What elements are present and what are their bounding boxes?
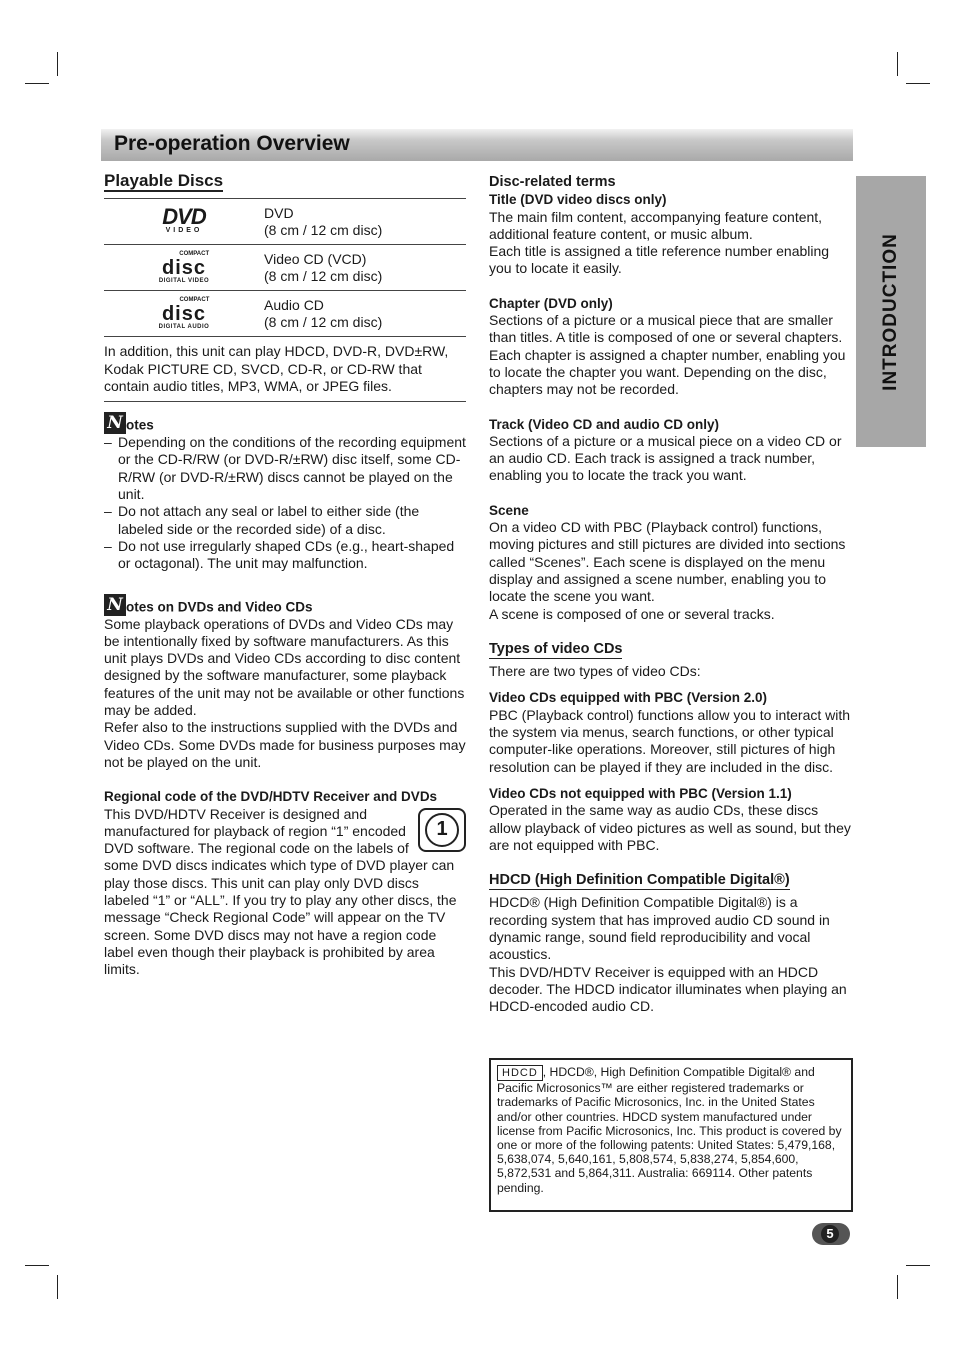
disc-name: Audio CD bbox=[264, 296, 324, 313]
page-number-badge bbox=[812, 1223, 850, 1245]
disc-name: Video CD (VCD) bbox=[264, 250, 367, 267]
paragraph: A scene is composed of one or several tracks. bbox=[489, 605, 775, 622]
disc-table bbox=[104, 198, 466, 337]
paragraph: HDCD® (High Definition Compatible Digital®) is a recording system that has improved audio CD sound in dynamic range, sound field reproducibility and vocal acoustics. bbox=[489, 894, 830, 963]
term-heading: Scene bbox=[489, 502, 529, 518]
term-heading: Chapter (DVD only) bbox=[489, 295, 613, 311]
page-title-bar bbox=[101, 129, 853, 161]
paragraph: Refer also to the instructions supplied with the DVDs and Video CDs. Some DVDs made for business purposes may not be played on the unit. bbox=[104, 719, 466, 770]
list-item: – Do not use irregularly shaped CDs (e.g., heart-shaped or octagonal). The unit may malfunction. bbox=[104, 538, 466, 573]
page-title: Pre-operation Overview bbox=[114, 132, 350, 155]
video-cd-types-heading: Types of video CDs bbox=[489, 641, 622, 659]
paragraph: The main film content, accompanying feature content, additional feature content, or music album. bbox=[489, 208, 823, 242]
section-tab bbox=[856, 176, 926, 447]
paragraph: Each title is assigned a title reference number enabling you to locate it easily. bbox=[489, 243, 830, 277]
list-item: – Depending on the conditions of the recording equipment or the CD-R/RW (or DVD-R/±RW) disc itself, some CD-R/RW (or DVD-R/±RW) discs cannot be played on the unit. bbox=[104, 434, 466, 503]
trademark-notice bbox=[489, 1058, 853, 1212]
list-item: – Do not attach any seal or label to either side (the labeled side or the recorded side) of a disc. bbox=[104, 503, 466, 538]
trademark-text: , HDCD®, High Definition Compatible Digital® and Pacific Microsonics™ are either registered trademarks or trademarks of Pacific Microsonics, Inc. in the United States and/or other countries. HDCD system manufactured under license from Pacific Microsonics, Inc. This product is covered by one or more of the following patents: United States: 5,479,168, 5,638,074, 5,640,161, 5,808,574, 5,838,274, 5,854,600, 5,872,531 and 5,864,311. Australia: 669114. Other patents pending. bbox=[497, 1065, 842, 1195]
disc-size: (8 cm / 12 cm disc) bbox=[264, 221, 383, 238]
crop-mark bbox=[897, 1275, 898, 1299]
regional-section bbox=[104, 788, 466, 978]
disc-name: DVD bbox=[264, 204, 294, 221]
paragraph: This DVD/HDTV Receiver is equipped with an HDCD decoder. The HDCD indicator illuminates when playing an HDCD-encoded audio CD. bbox=[489, 963, 847, 1015]
paragraph: This DVD/HDTV Receiver is designed and manufactured for playback of region “1” encoded DVD software. The regional code on the labels of some DVD discs indicates which type of DVD player can play those discs. This unit can play only DVD discs labeled “1” or “ALL”. If you try to play any other discs, the message “Check Regional Code” will appear on the TV screen. Some DVD discs may not have a region code label even though their playback is prohibited by area limits. bbox=[104, 805, 457, 978]
term-heading: Track (Video CD and audio CD only) bbox=[489, 416, 720, 432]
table-row bbox=[104, 245, 466, 291]
compact-disc-digital-video-logo: COMPACT disc DIGITAL VIDEO bbox=[104, 245, 264, 291]
crop-mark bbox=[906, 83, 930, 84]
notes-dvd-heading: otes on DVDs and Video CDs bbox=[126, 599, 313, 615]
hdcd-heading: HDCD (High Definition Compatible Digital®) bbox=[489, 872, 790, 890]
crop-mark bbox=[25, 83, 49, 84]
paragraph: On a video CD with PBC (Playback control) functions, moving pictures and still pictures are divided into sections called “Scenes”. Each scene is displayed on the menu display and assigned a scene number, enabling you to locate the scene you want. bbox=[489, 519, 846, 605]
crop-mark bbox=[57, 1275, 58, 1299]
paragraph: Operated in the same way as audio CDs, these discs allow playback of video pictures as well as sound, but they are not equipped with PBC. bbox=[489, 802, 851, 853]
notes-list bbox=[104, 434, 466, 572]
notes-dvd-section bbox=[104, 594, 466, 772]
additional-formats: In addition, this unit can play HDCD, DVD-R, DVD±RW, Kodak PICTURE CD, SVCD, CD-R, or CD-RW that contain audio titles, MP3, WMA, or JPEG files. bbox=[104, 343, 466, 402]
term-heading: Video CDs not equipped with PBC (Version 1.1) bbox=[489, 785, 792, 801]
table-row bbox=[104, 199, 466, 245]
paragraph: Sections of a picture or a musical piece on a video CD or an audio CD. Each track is assigned a track number, enabling you to locate the track you want. bbox=[489, 432, 842, 484]
dvd-video-logo: DVD VIDEO bbox=[104, 199, 264, 245]
page-number: 5 bbox=[821, 1225, 839, 1243]
hdcd-logo: HDCD bbox=[497, 1065, 543, 1081]
disc-size: (8 cm / 12 cm disc) bbox=[264, 267, 383, 284]
right-column bbox=[489, 174, 851, 1015]
compact-disc-digital-audio-logo: COMPACT disc DIGITAL AUDIO bbox=[104, 291, 264, 337]
term-heading: Title (DVD video discs only) bbox=[489, 192, 667, 208]
paragraph: Sections of a picture or a musical piece that are smaller than titles. A title is composed of one or several chapters. Each chapter is assigned a chapter number, enabling you to locate the chapter you want. Depending on the disc, chapters may not be recorded. bbox=[489, 312, 846, 398]
crop-mark bbox=[57, 52, 58, 76]
table-row bbox=[104, 291, 466, 337]
crop-mark bbox=[897, 52, 898, 76]
term-heading: Video CDs equipped with PBC (Version 2.0) bbox=[489, 690, 768, 706]
note-icon: N bbox=[104, 594, 126, 616]
regional-heading: Regional code of the DVD/HDTV Receiver and DVDs bbox=[104, 789, 438, 805]
paragraph: PBC (Playback control) functions allow you to interact with the system via menus, search functions, or other typical computer-like operations. Moreover, still pictures of high resolution can be played if they are included in the disc. bbox=[489, 706, 851, 775]
region-globe-icon: 1 bbox=[418, 808, 466, 852]
playable-discs-heading: Playable Discs bbox=[104, 172, 223, 192]
paragraph: Some playback operations of DVDs and Video CDs may be intentionally fixed by software manufacturers. As this unit plays DVDs and Video CDs according to disc content designed by the software manufacturer, some playback features of the unit may not be available or other functions may be added. bbox=[104, 615, 465, 719]
disc-terms-heading: Disc-related terms bbox=[489, 174, 616, 190]
notes-section bbox=[104, 412, 466, 572]
left-column bbox=[104, 172, 466, 979]
note-icon: N bbox=[104, 412, 126, 434]
paragraph: There are two types of video CDs: bbox=[489, 663, 701, 680]
crop-mark bbox=[25, 1265, 49, 1266]
disc-size: (8 cm / 12 cm disc) bbox=[264, 313, 383, 330]
section-tab-label: INTRODUCTION bbox=[880, 232, 901, 391]
notes-heading: otes bbox=[126, 417, 154, 433]
crop-mark bbox=[906, 1265, 930, 1266]
